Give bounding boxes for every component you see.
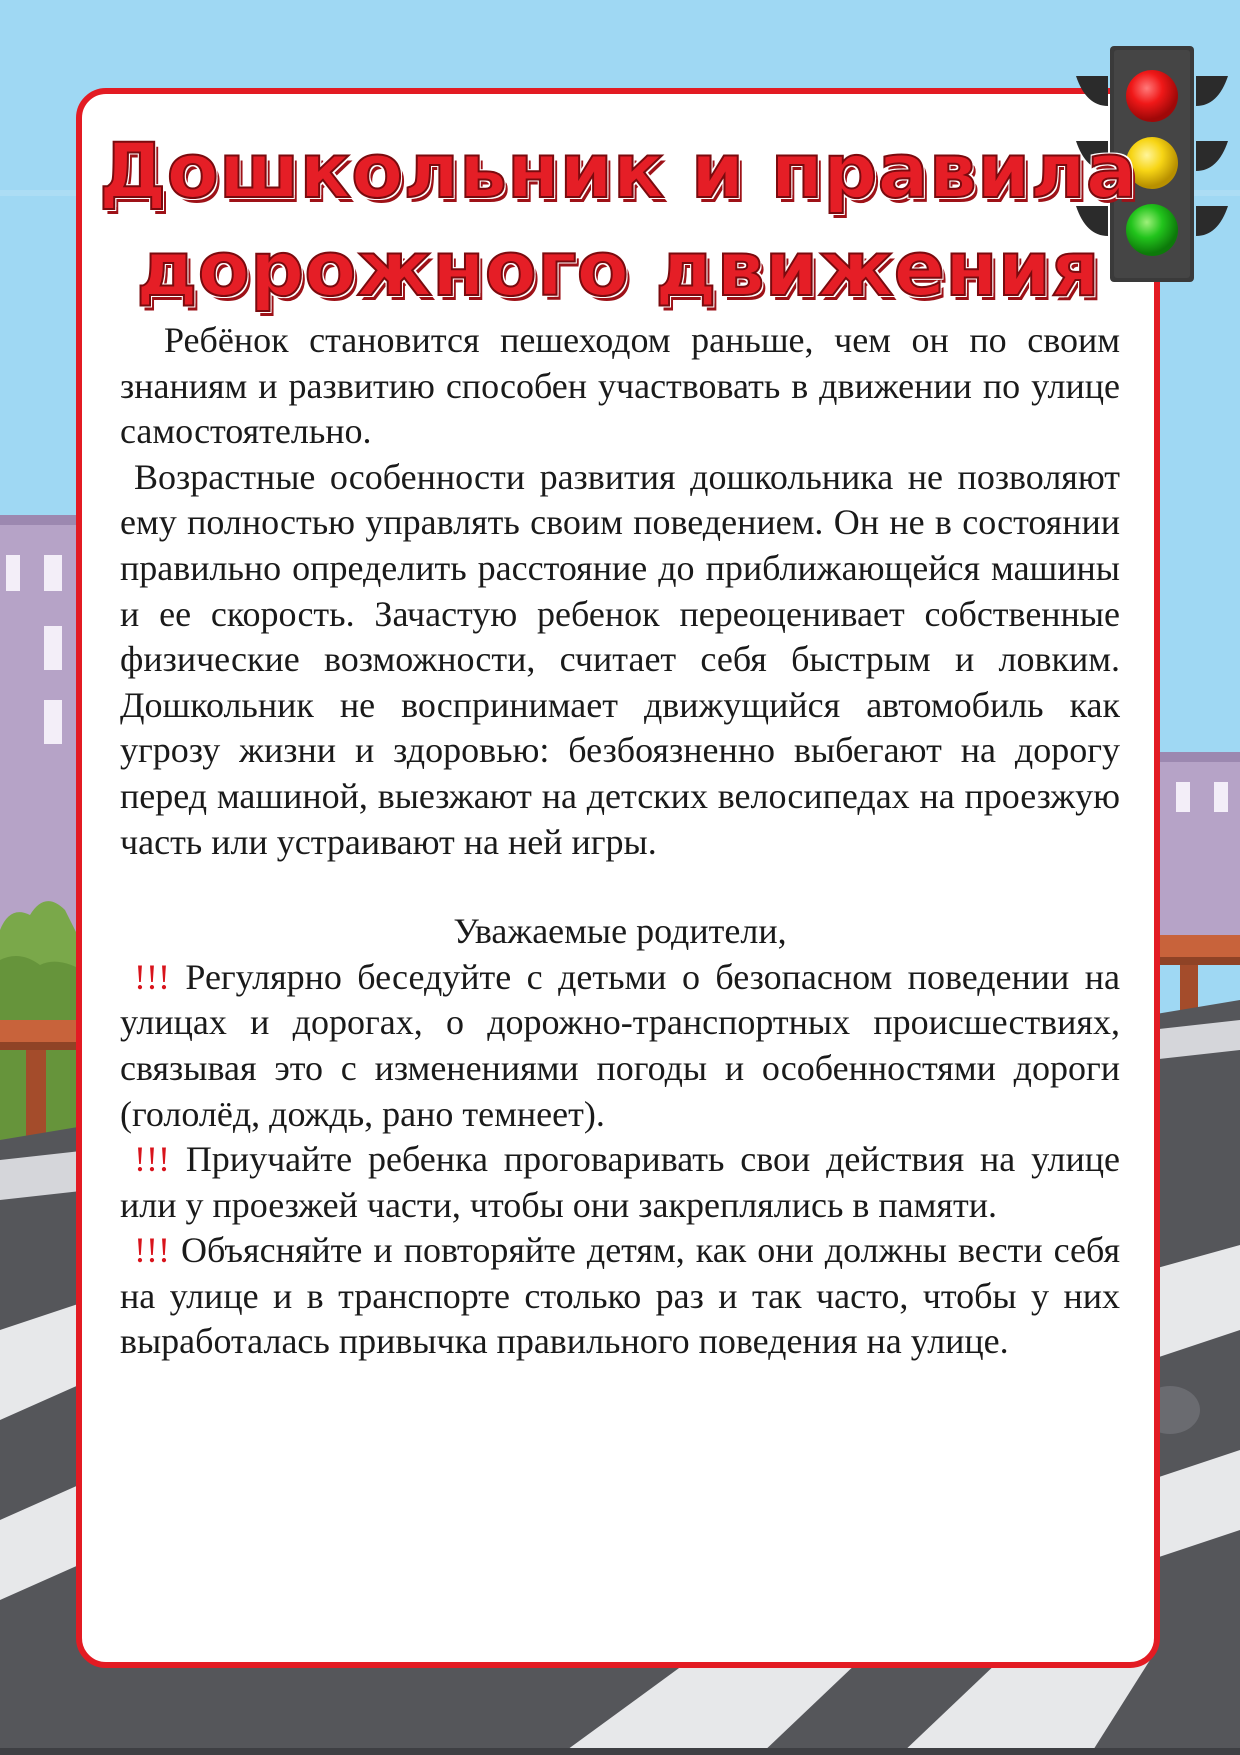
tip-text: Регулярно беседуйте с детьми о безопасном поведении на улицах и дорогах, о дорожно-транспортных происшествиях, связывая это с изменениями погоды и особенностями дороги (гололёд, дождь, рано темнеет).: [120, 956, 1120, 1134]
tip-item: [120, 955, 1120, 1137]
intro-paragraph-1: Ребёнок становится пешеходом раньше, чем он по своим знаниям и развитию способен участвовать в движении по улице самостоятельно.: [120, 320, 1120, 452]
spacer: [120, 865, 1120, 909]
tip-marker: !!!: [134, 956, 170, 997]
address-line: Уважаемые родители,: [453, 911, 787, 952]
red-light: [1126, 70, 1178, 122]
intro-paragraph-2: Возрастные особенности развития дошкольника не позволяют ему полностью управлять своим поведением. Он не в состоянии правильно определить расстояние до приближающейся машины и ее скорость. Зачастую ребенок переоценивает собственные физические возможности, считает себя быстрым и ловким. Дошкольник не воспринимает движущийся автомобиль как угрозу жизни и здоровью: безбоязненно выбегают на дорогу перед машиной, выезжают на детских велосипедах на проезжую часть или устраивают на ней игры.: [120, 456, 1120, 862]
page-title: [76, 122, 1160, 318]
title-line-1: Дошкольник и правила: [98, 126, 1138, 215]
tip-item: [120, 1137, 1120, 1228]
title-line-2: дорожного движения: [136, 224, 1100, 313]
building-right: [1150, 752, 1240, 952]
tip-text: Приучайте ребенка проговаривать свои действия на улице или у проезжей части, чтобы они закреплялись в памяти.: [120, 1139, 1120, 1225]
tip-marker: !!!: [134, 1139, 170, 1180]
article-body: [120, 318, 1120, 1365]
tip-text: Объясняйте и повторяйте детям, как они должны вести себя на улице и в транспорте столько раз и так часто, чтобы у них выработалась привычка правильного поведения на улице.: [120, 1230, 1121, 1362]
tip-item: [120, 1228, 1120, 1365]
tip-marker: !!!: [134, 1230, 170, 1271]
